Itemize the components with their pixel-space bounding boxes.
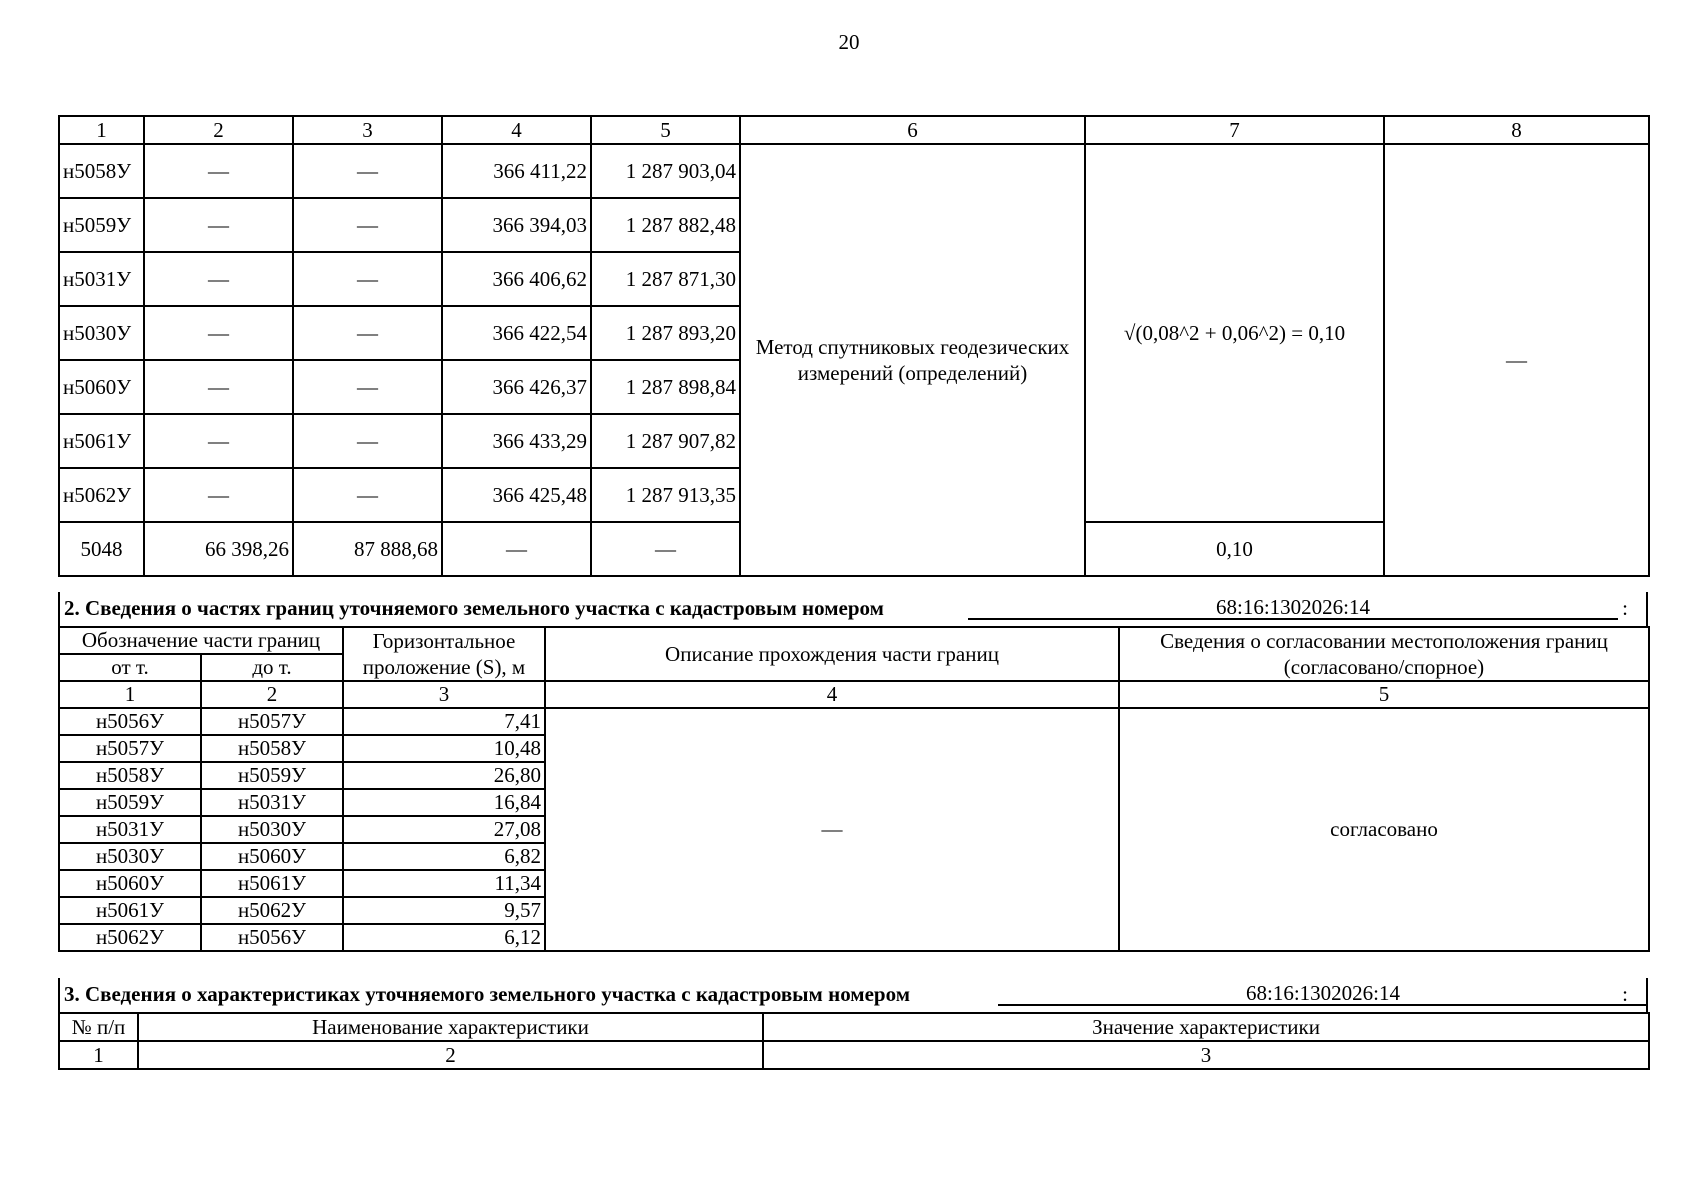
col-number: 2 xyxy=(201,681,343,708)
section2-cadastral-number: 68:16:1302026:14 xyxy=(968,596,1618,620)
cell-y: 1 287 913,35 xyxy=(591,468,740,522)
point-name: н5031У xyxy=(59,252,144,306)
coordinates-table xyxy=(58,115,1650,577)
point-name: н5060У xyxy=(59,360,144,414)
distance: 10,48 xyxy=(343,735,545,762)
cell-x: 366 426,37 xyxy=(442,360,591,414)
col-number: 4 xyxy=(545,681,1119,708)
cell: — xyxy=(144,252,293,306)
to-point: н5031У xyxy=(201,789,343,816)
col-header: 3 xyxy=(293,116,442,144)
col-header: Значение характеристики xyxy=(763,1013,1649,1041)
cell: — xyxy=(293,414,442,468)
to-point: н5061У xyxy=(201,870,343,897)
accuracy-last: 0,10 xyxy=(1085,522,1384,576)
cell: — xyxy=(144,144,293,198)
characteristics-table xyxy=(58,1012,1650,1070)
cell-y: 1 287 903,04 xyxy=(591,144,740,198)
cell-y: 1 287 882,48 xyxy=(591,198,740,252)
to-header: до т. xyxy=(201,654,343,681)
from-point: н5057У xyxy=(59,735,201,762)
col-number: 3 xyxy=(763,1041,1649,1069)
section3-colon: : xyxy=(1622,982,1628,1006)
cell: — xyxy=(144,468,293,522)
cell-x: — xyxy=(442,522,591,576)
table-header-row xyxy=(59,627,1649,654)
col-header: 5 xyxy=(591,116,740,144)
section3-title: 3. Сведения о характеристиках уточняемого земельного участка с кадастровым номером xyxy=(64,982,911,1006)
cell-x: 366 406,62 xyxy=(442,252,591,306)
distance: 16,84 xyxy=(343,789,545,816)
col-header: 2 xyxy=(144,116,293,144)
col8-value: — xyxy=(1384,144,1649,576)
cell-y: 1 287 907,82 xyxy=(591,414,740,468)
method-cell: Метод спутниковых геодезических измерений (определений) xyxy=(740,144,1085,576)
distance: 27,08 xyxy=(343,816,545,843)
cell: 66 398,26 xyxy=(144,522,293,576)
distance: 26,80 xyxy=(343,762,545,789)
cell: — xyxy=(293,306,442,360)
col-header: 7 xyxy=(1085,116,1384,144)
agreement-header: Сведения о согласовании местоположения границ (согласовано/спорное) xyxy=(1119,627,1649,681)
from-point: н5061У xyxy=(59,897,201,924)
to-point: н5056У xyxy=(201,924,343,951)
to-point: н5030У xyxy=(201,816,343,843)
table-row xyxy=(59,144,1649,198)
point-name: 5048 xyxy=(59,522,144,576)
col-number: 5 xyxy=(1119,681,1649,708)
col-number: 1 xyxy=(59,1041,138,1069)
cell-y: 1 287 893,20 xyxy=(591,306,740,360)
cell: — xyxy=(144,198,293,252)
col-header: Наименование характеристики xyxy=(138,1013,763,1041)
from-header: от т. xyxy=(59,654,201,681)
section3-title-row xyxy=(58,978,1648,1012)
cell: — xyxy=(293,360,442,414)
section2-title-row xyxy=(58,592,1648,626)
distance: 6,82 xyxy=(343,843,545,870)
table-number-row xyxy=(59,681,1649,708)
cell: — xyxy=(293,198,442,252)
agreement-value: согласовано xyxy=(1119,708,1649,951)
from-point: н5062У xyxy=(59,924,201,951)
col-header: № п/п xyxy=(59,1013,138,1041)
cell: — xyxy=(144,306,293,360)
cell-x: 366 425,48 xyxy=(442,468,591,522)
table-row xyxy=(59,708,1649,735)
cell: — xyxy=(144,360,293,414)
description-header: Описание прохождения части границ xyxy=(545,627,1119,681)
boundary-parts-table xyxy=(58,626,1650,952)
from-point: н5056У xyxy=(59,708,201,735)
point-name: н5062У xyxy=(59,468,144,522)
point-name: н5058У xyxy=(59,144,144,198)
cell-y: 1 287 898,84 xyxy=(591,360,740,414)
cell: — xyxy=(293,144,442,198)
cell-x: 366 422,54 xyxy=(442,306,591,360)
section2-title: 2. Сведения о частях границ уточняемого земельного участка с кадастровым номером xyxy=(64,596,884,620)
accuracy-formula: √(0,08^2 + 0,06^2) = 0,10 xyxy=(1085,144,1384,522)
to-point: н5058У xyxy=(201,735,343,762)
col-number: 2 xyxy=(138,1041,763,1069)
section2-colon: : xyxy=(1622,596,1628,620)
from-point: н5031У xyxy=(59,816,201,843)
cell: — xyxy=(293,252,442,306)
cell: 87 888,68 xyxy=(293,522,442,576)
designation-header: Обозначение части границ xyxy=(59,627,343,654)
cell: — xyxy=(293,468,442,522)
cell-x: 366 394,03 xyxy=(442,198,591,252)
col-header: 8 xyxy=(1384,116,1649,144)
from-point: н5030У xyxy=(59,843,201,870)
cell-y: — xyxy=(591,522,740,576)
cell: — xyxy=(144,414,293,468)
from-point: н5058У xyxy=(59,762,201,789)
point-name: н5030У xyxy=(59,306,144,360)
col-number: 3 xyxy=(343,681,545,708)
description-value: — xyxy=(545,708,1119,951)
table-number-row xyxy=(59,1041,1649,1069)
distance: 9,57 xyxy=(343,897,545,924)
page-number: 20 xyxy=(838,30,860,54)
cell-x: 366 433,29 xyxy=(442,414,591,468)
from-point: н5060У xyxy=(59,870,201,897)
point-name: н5059У xyxy=(59,198,144,252)
point-name: н5061У xyxy=(59,414,144,468)
distance: 6,12 xyxy=(343,924,545,951)
horizontal-header: Горизонтальное проложение (S), м xyxy=(343,627,545,681)
to-point: н5057У xyxy=(201,708,343,735)
distance: 7,41 xyxy=(343,708,545,735)
section3-cadastral-number: 68:16:1302026:14 xyxy=(998,982,1648,1006)
col-header: 1 xyxy=(59,116,144,144)
cell-y: 1 287 871,30 xyxy=(591,252,740,306)
col-header: 4 xyxy=(442,116,591,144)
table-header-row xyxy=(59,1013,1649,1041)
col-number: 1 xyxy=(59,681,201,708)
from-point: н5059У xyxy=(59,789,201,816)
col-header: 6 xyxy=(740,116,1085,144)
to-point: н5060У xyxy=(201,843,343,870)
distance: 11,34 xyxy=(343,870,545,897)
to-point: н5059У xyxy=(201,762,343,789)
table-header-row xyxy=(59,116,1649,144)
to-point: н5062У xyxy=(201,897,343,924)
cell-x: 366 411,22 xyxy=(442,144,591,198)
